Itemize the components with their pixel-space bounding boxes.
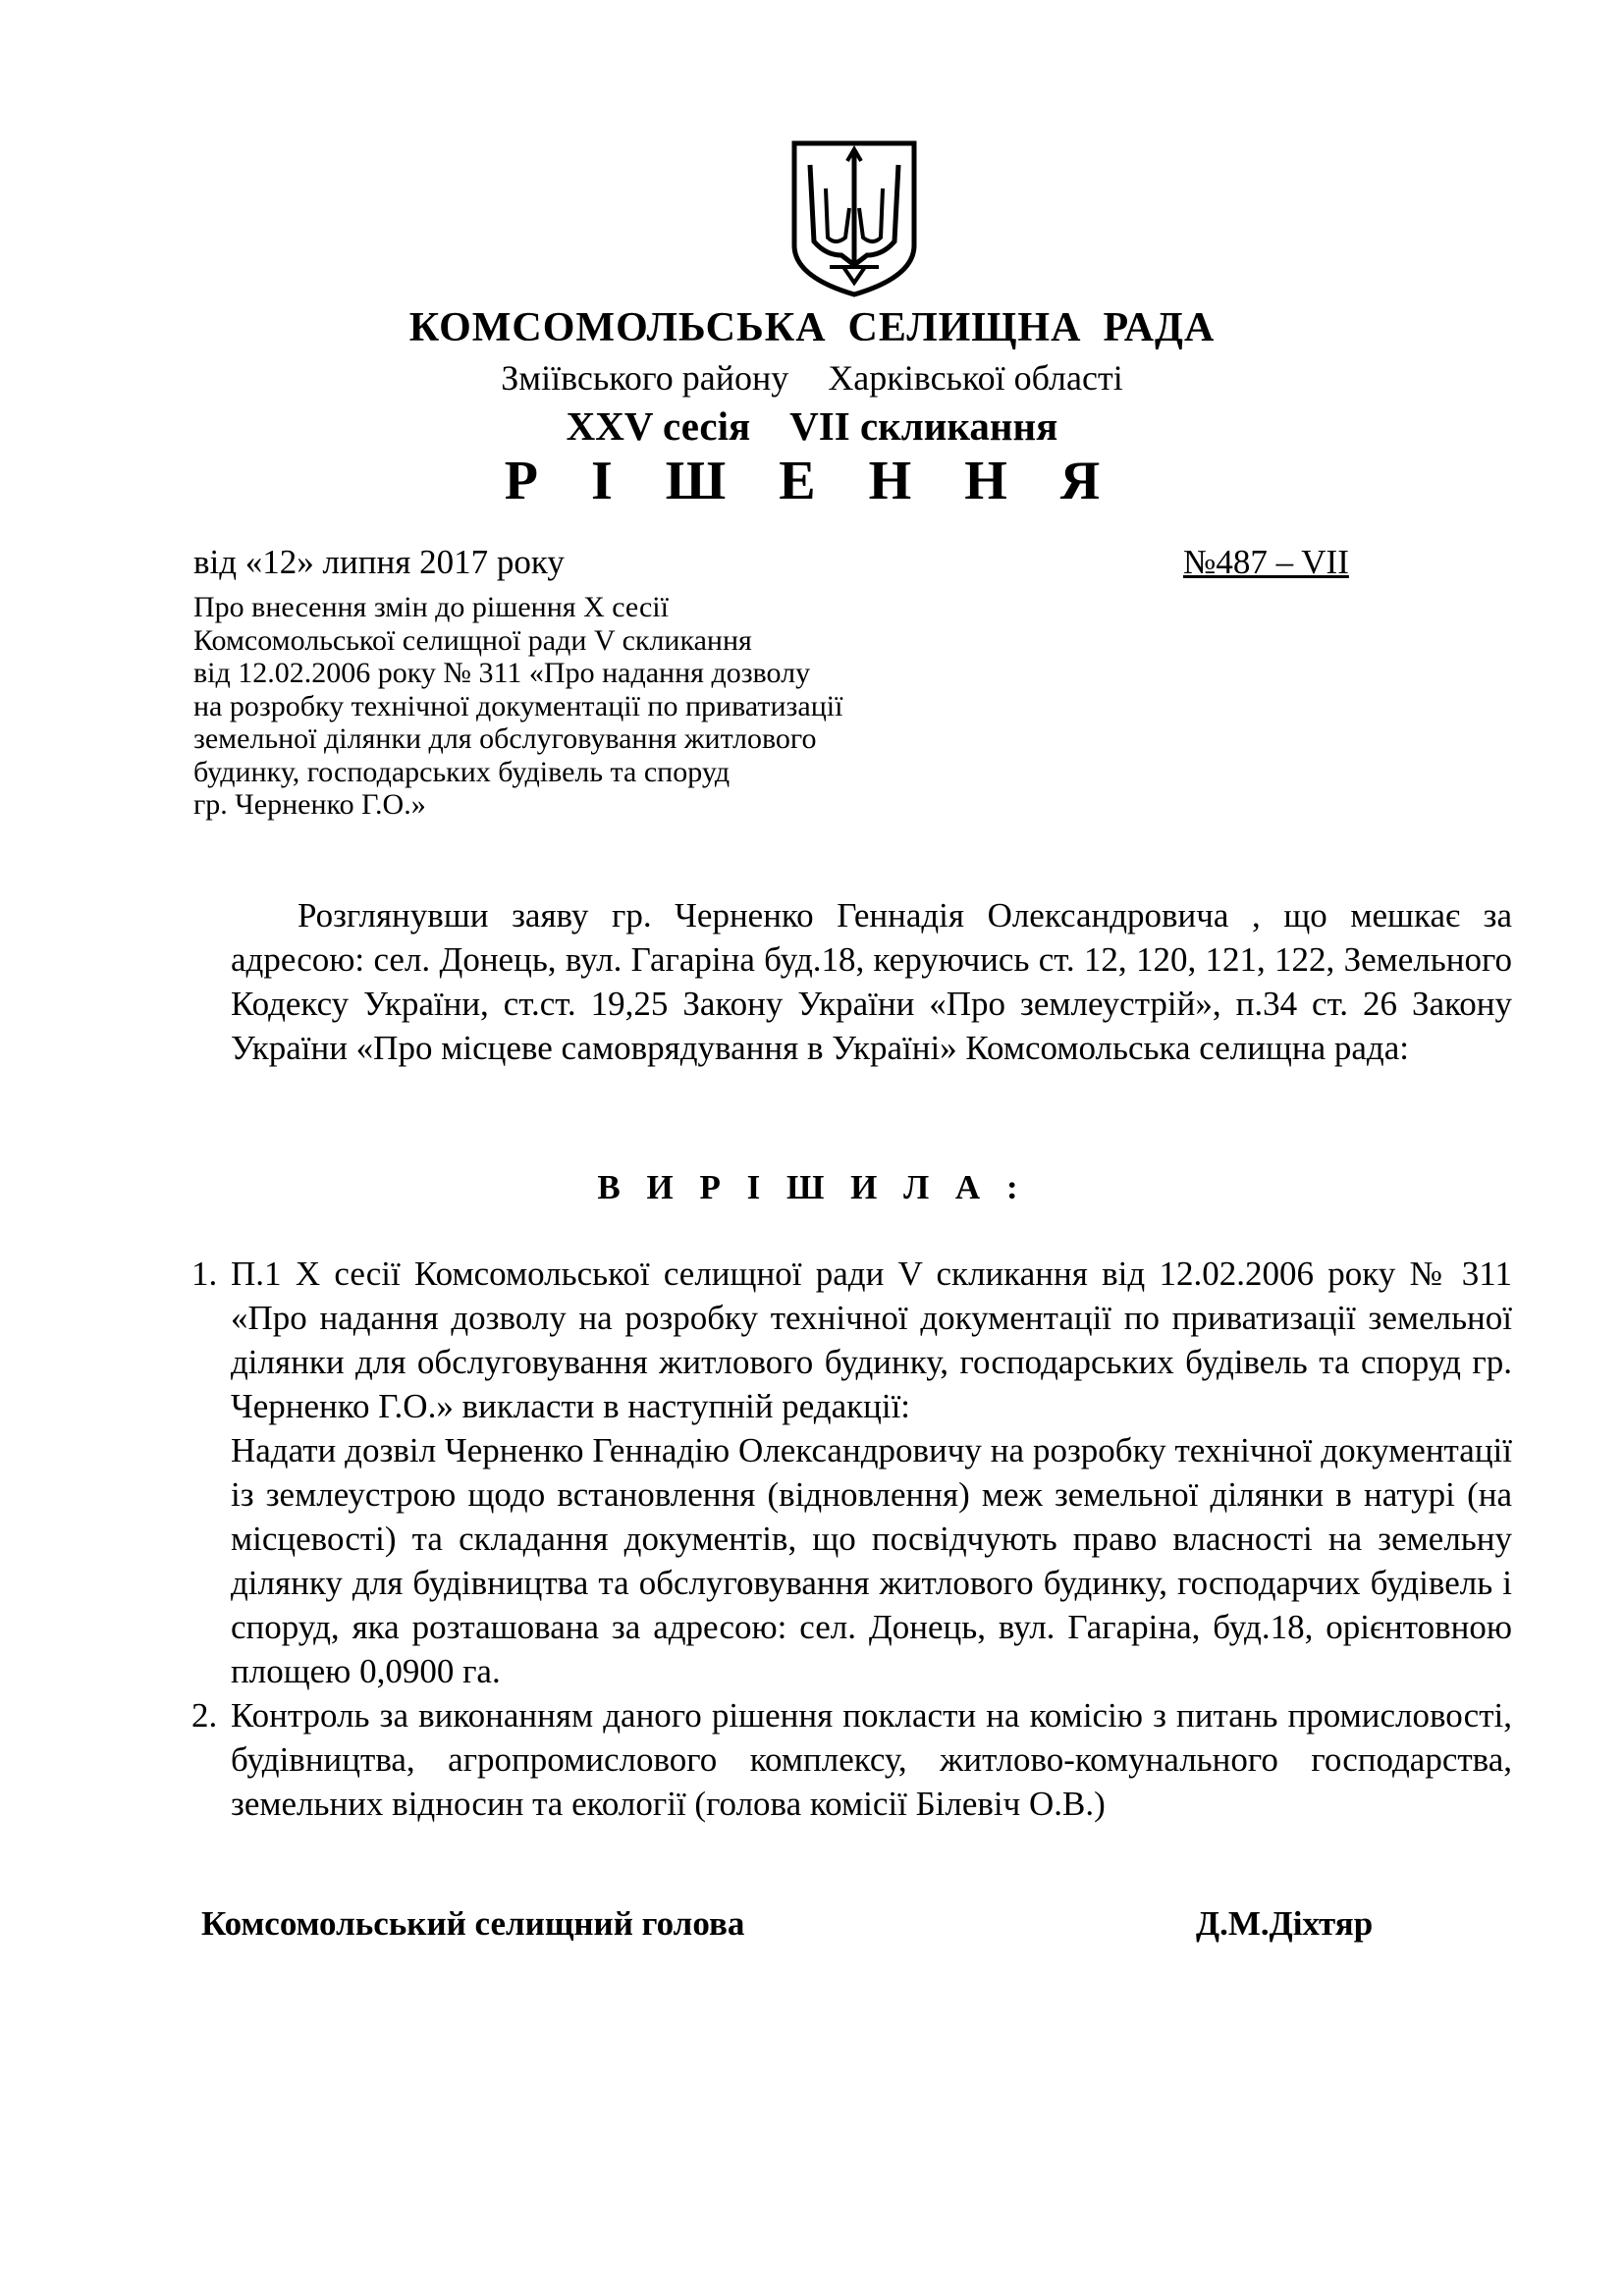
subject-line: будинку, господарських будівель та споруд	[193, 755, 731, 788]
convocation: VII скликання	[789, 403, 1058, 449]
item-text-continued: Надати дозвіл Черненко Геннадію Олександровичу на розробку технічної документації із землеустрою щодо встановлення (відновлення) меж земельної ділянки в натурі (на місцевості) та складання документів, що посвідчують право власності на земельну ділянку для будівництва та обслуговування житлового будинку, господарчих будівель і споруд, яка розташована за адресою: сел. Донець, вул. Гагаріна, буд.18, орієнтовною площею 0,0900 га.	[231, 1431, 1512, 1690]
item-text: Контроль за виконанням даного рішення покласти на комісію з питань промисловості, будівництва, агропромислового комплексу, житлово-комунального господарства, земельних відносин та екології (голова комісії Білевіч О.В.)	[231, 1696, 1512, 1823]
subject-line: від 12.02.2006 року № 311 «Про надання дозволу	[193, 657, 811, 689]
decision-number: №487 – VII	[1183, 543, 1349, 581]
item-number: 2.	[191, 1696, 218, 1735]
district-line	[0, 357, 1624, 399]
subject-line: Про внесення змін до рішення Х сесії	[193, 591, 669, 623]
district: Зміївського району	[501, 358, 789, 398]
decision-item	[191, 1252, 1512, 1693]
decision-items	[191, 1252, 1512, 1826]
decision-date: від «12» липня 2017 року	[193, 543, 565, 581]
council-name	[0, 304, 1624, 351]
preamble-paragraph: Розглянувши заяву гр. Черненко Геннадія Олександровича , що мешкає за адресою: сел. Донець, вул. Гагаріна буд.18, керуючись ст. 12, 120, 121, 122, Земельного Кодексу України, ст.ст. 19,25 Закону України «Про землеустрій», п.34 ст. 26 Закону України «Про місцеве самоврядування в Україні» Комсомольська селищна рада:	[231, 896, 1512, 1067]
session: XXV сесія	[566, 403, 751, 449]
subject-line: гр. Черненко Г.О.»	[193, 788, 426, 821]
signatory-title: Комсомольський селищний голова	[201, 1904, 745, 1943]
subject-line: земельної ділянки для обслуговування житлового	[193, 722, 817, 755]
resolved-heading: В И Р І Ш И Л А :	[597, 1168, 1027, 1206]
subject-line: на розробку технічної документації по приватизації	[193, 689, 843, 722]
session-line	[0, 402, 1624, 450]
item-text: П.1 Х сесії Комсомольської селищної ради V скликання від 12.02.2006 року № 311 «Про надання дозволу на розробку технічної документації по приватизації земельної ділянки для обслуговування житлового будинку, господарських будівель та споруд гр. Черненко Г.О.» викласти в наступній редакції:	[231, 1255, 1512, 1425]
subject-line: Комсомольської селищної ради V скликання	[193, 623, 752, 657]
item-number: 1.	[191, 1255, 218, 1293]
region: Харківської області	[828, 358, 1123, 398]
council-name-word-3: РАДА	[1103, 305, 1216, 350]
decision-item	[191, 1693, 1512, 1826]
council-name-word-2: СЕЛИЩНА	[847, 305, 1082, 350]
document-type-heading: Р І Ш Е Н Н Я	[504, 451, 1120, 511]
council-name-word-1: КОМСОМОЛЬСЬКА	[408, 305, 827, 350]
subject-block	[193, 591, 959, 822]
trident-emblem-icon	[790, 139, 918, 298]
signatory-name: Д.М.Діхтяр	[1196, 1904, 1374, 1943]
